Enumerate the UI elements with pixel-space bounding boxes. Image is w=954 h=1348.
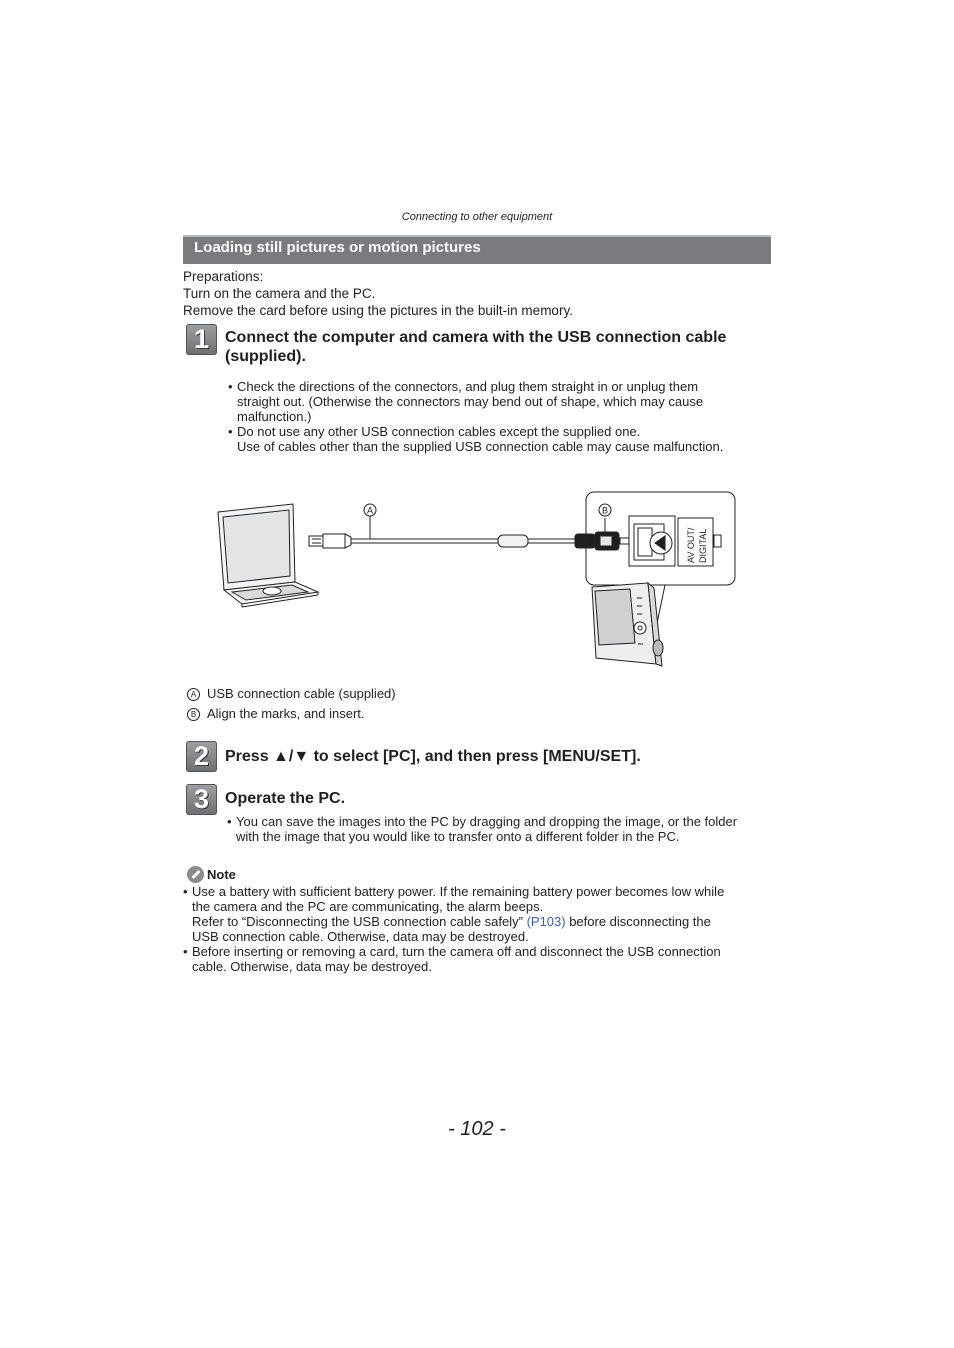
step-2-badge: 2	[186, 741, 217, 772]
legend-item-b	[187, 704, 396, 724]
usb-plug-icon	[309, 534, 351, 548]
legend-text: USB connection cable (supplied)	[207, 686, 396, 701]
bullet-line: with the image that you would like to transfer onto a different folder in the PC.	[236, 829, 680, 844]
step-1-badge: 1	[186, 324, 217, 355]
step-3-badge: 3	[186, 784, 217, 815]
bullet-line: • Before inserting or removing a card, turn the camera off and disconnect the USB connection	[192, 944, 721, 959]
section-title: Loading still pictures or motion pictures	[194, 239, 481, 256]
marker-b-letter: B	[601, 505, 609, 516]
note-bullets	[183, 884, 724, 974]
bullet-line: malfunction.)	[237, 409, 312, 424]
bullet-line: • You can save the images into the PC by dragging and dropping the image, or the folder	[236, 814, 738, 829]
note-title: Note	[207, 867, 236, 882]
bullet-item	[228, 424, 723, 454]
marker-a	[364, 504, 376, 516]
bullet-line: Use of cables other than the supplied USB connection cable may cause malfunction.	[237, 439, 724, 454]
legend-marker-b: B	[187, 708, 200, 721]
step-2-heading: Press ▲/▼ to select [PC], and then press [MENU/SET].	[225, 748, 641, 765]
prep-label: Preparations:	[183, 269, 264, 284]
bullet-line: • Use a battery with sufficient battery power. If the remaining battery power becomes low while	[192, 884, 725, 899]
bullet-line: USB connection cable. Otherwise, data may be destroyed.	[192, 929, 529, 944]
bullet-line: the camera and the PC are communicating, the alarm beeps.	[192, 899, 544, 914]
bullet-item	[227, 814, 737, 844]
step-1-heading-line: Connect the computer and camera with the USB connection cable	[225, 329, 727, 346]
usb-cable	[351, 516, 605, 547]
port-label-av-out: AV OUT/	[686, 527, 696, 563]
figure-legend	[187, 684, 396, 724]
text-run: Refer to “Disconnecting the USB connection cable safely”	[192, 914, 527, 929]
page-link-p103[interactable]: (P103)	[526, 914, 566, 929]
step-1-heading	[225, 328, 726, 366]
marker-a-letter: A	[366, 505, 374, 516]
bullet-item	[228, 379, 723, 424]
marker-b	[599, 504, 611, 516]
mini-usb-plug	[575, 532, 623, 550]
bullet-line	[192, 914, 724, 929]
bullet-line: • Do not use any other USB connection cables except the supplied one.	[237, 424, 641, 439]
port-label-digital: DIGITAL	[698, 528, 708, 563]
usb-connection-figure	[210, 488, 708, 668]
legend-item-a	[187, 684, 396, 704]
legend-marker-a: A	[187, 688, 200, 701]
note-header	[187, 866, 236, 883]
bullet-line: • Check the directions of the connectors, and plug them straight in or unplug them	[237, 379, 699, 394]
page-number: - 102 -	[448, 1118, 506, 1140]
step-1-bullets	[228, 379, 723, 454]
bullet-line: straight out. (Otherwise the connectors may bend out of shape, which may cause	[237, 394, 704, 409]
camera-illustration	[592, 583, 663, 666]
bullet-line: cable. Otherwise, data may be destroyed.	[192, 959, 432, 974]
bullet-item	[183, 944, 724, 974]
step-3-heading: Operate the PC.	[225, 790, 346, 807]
bullet-item	[183, 884, 724, 944]
running-head: Connecting to other equipment	[401, 211, 553, 223]
step-3-bullets	[227, 814, 737, 844]
step-1-heading-line: (supplied).	[225, 348, 306, 365]
prep-line: Turn on the camera and the PC.	[183, 286, 376, 301]
legend-text: Align the marks, and insert.	[207, 706, 365, 721]
prep-line: Remove the card before using the pictures in the built-in memory.	[183, 303, 573, 318]
preparations	[183, 268, 573, 319]
pencil-note-icon	[187, 866, 204, 883]
laptop-illustration	[218, 504, 318, 607]
text-run: before disconnecting the	[565, 914, 711, 929]
